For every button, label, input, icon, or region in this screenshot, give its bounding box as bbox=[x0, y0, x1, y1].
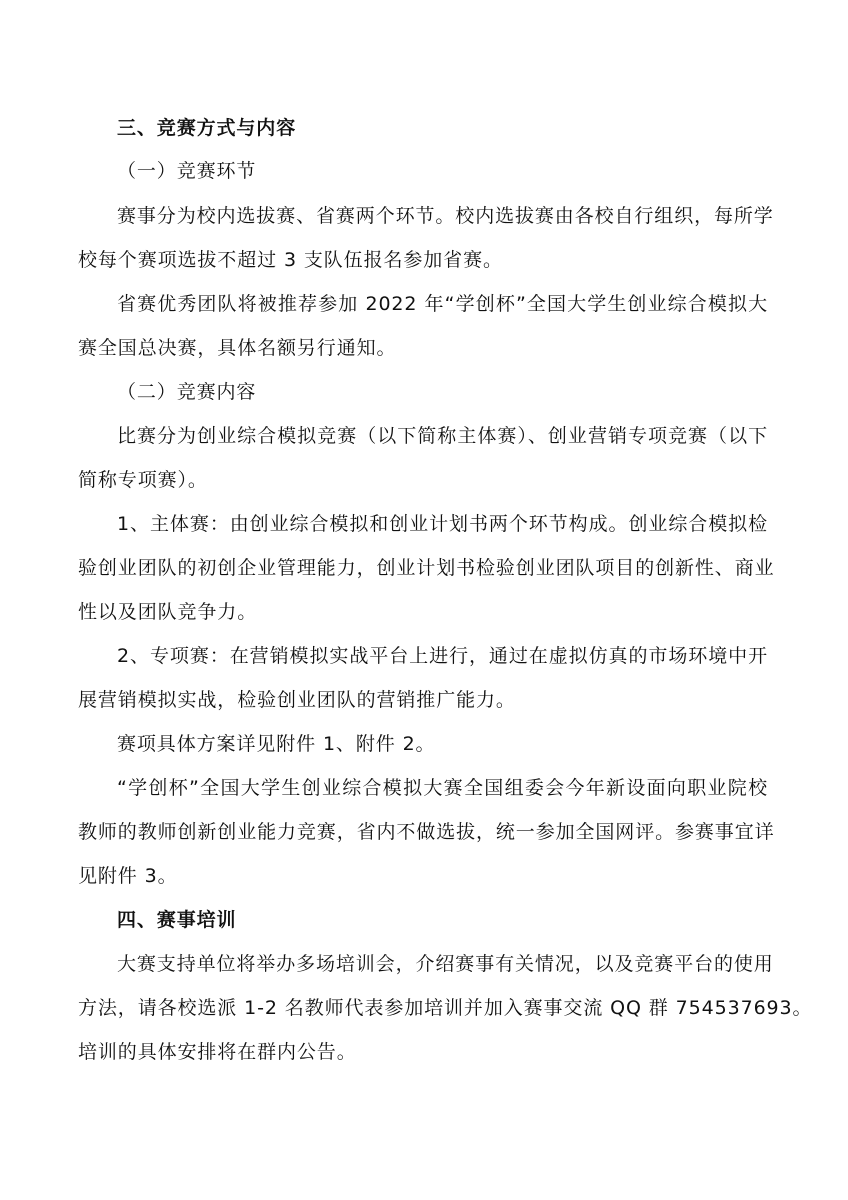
paragraph-line: 2、专项赛：在营销模拟实战平台上进行，通过在虚拟仿真的市场环境中开 bbox=[117, 645, 768, 667]
paragraph-line: 省赛优秀团队将被推荐参加 2022 年“学创杯”全国大学生创业综合模拟大 bbox=[117, 293, 768, 315]
paragraph-line: 方法，请各校选派 1-2 名教师代表参加培训并加入赛事交流 QQ 群 754537693。 bbox=[78, 997, 813, 1019]
paragraph-line: “学创杯”全国大学生创业综合模拟大赛全国组委会今年新设面向职业院校 bbox=[117, 777, 768, 799]
section-heading: 四、赛事培训 bbox=[117, 909, 237, 931]
paragraph-line: 赛全国总决赛，具体名额另行通知。 bbox=[78, 337, 397, 359]
paragraph-line: 比赛分为创业综合模拟竞赛（以下简称主体赛）、创业营销专项竞赛（以下 bbox=[117, 425, 768, 447]
subsection-heading: （一）竞赛环节 bbox=[117, 160, 257, 182]
paragraph-line: 赛项具体方案详见附件 1、附件 2。 bbox=[117, 733, 436, 755]
paragraph-line: 校每个赛项选拔不超过 3 支队伍报名参加省赛。 bbox=[78, 249, 503, 271]
paragraph-line: 培训的具体安排将在群内公告。 bbox=[78, 1041, 357, 1063]
paragraph-line: 见附件 3。 bbox=[78, 865, 178, 887]
paragraph-line: 赛事分为校内选拔赛、省赛两个环节。校内选拔赛由各校自行组织，每所学 bbox=[117, 205, 774, 227]
section-heading: 三、竞赛方式与内容 bbox=[117, 117, 297, 139]
paragraph-line: 性以及团队竞争力。 bbox=[78, 601, 258, 623]
paragraph-line: 1、主体赛：由创业综合模拟和创业计划书两个环节构成。创业综合模拟检 bbox=[117, 513, 768, 535]
paragraph-line: 大赛支持单位将举办多场培训会，介绍赛事有关情况，以及竞赛平台的使用 bbox=[117, 953, 774, 975]
paragraph-line: 验创业团队的初创企业管理能力，创业计划书检验创业团队项目的创新性、商业 bbox=[78, 557, 775, 579]
paragraph-line: 教师的教师创新创业能力竞赛，省内不做选拔，统一参加全国网评。参赛事宜详 bbox=[78, 821, 775, 843]
subsection-heading: （二）竞赛内容 bbox=[117, 381, 257, 403]
paragraph-line: 展营销模拟实战，检验创业团队的营销推广能力。 bbox=[78, 689, 516, 711]
paragraph-line: 简称专项赛）。 bbox=[78, 469, 208, 491]
